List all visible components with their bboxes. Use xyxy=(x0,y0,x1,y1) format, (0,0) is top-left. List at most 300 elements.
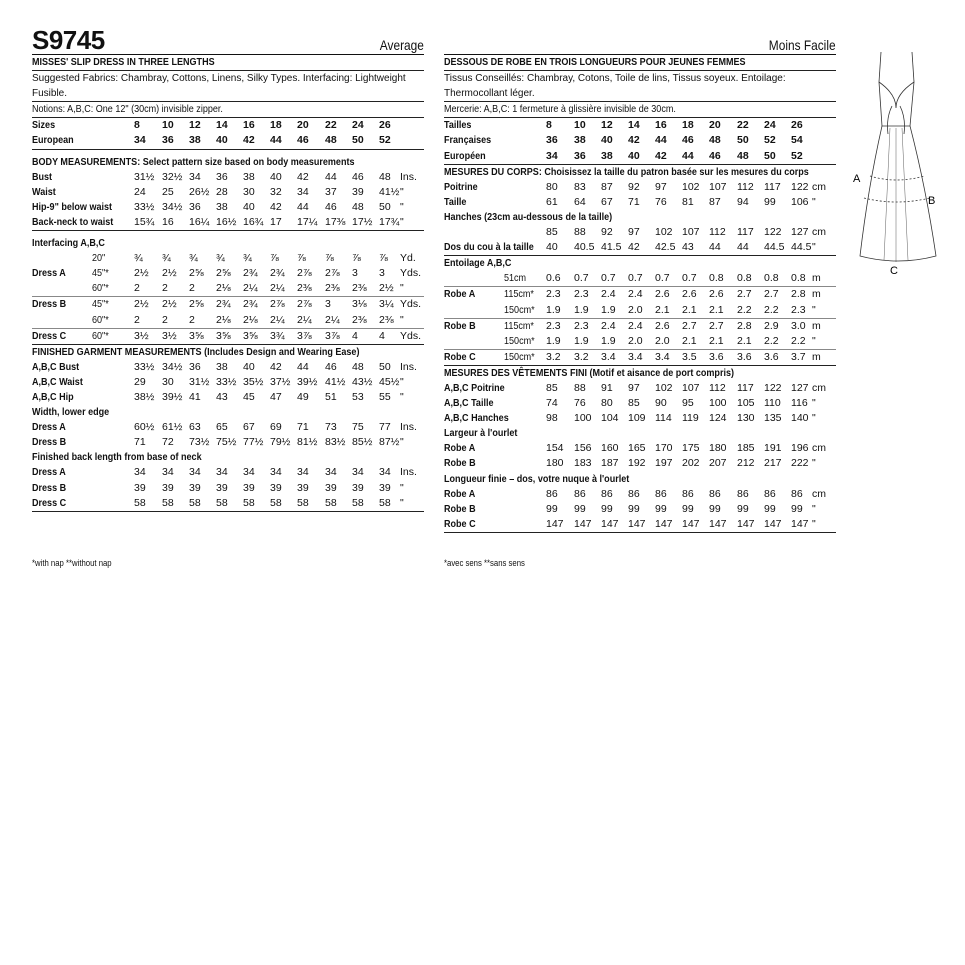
fabric-width: 51cm xyxy=(504,272,527,285)
row-label: Robe A xyxy=(444,487,476,500)
row-label: Robe C xyxy=(444,350,476,363)
cell-value: 44 xyxy=(297,360,309,373)
cell-value: 34 xyxy=(189,466,201,479)
finished-measurements-section xyxy=(32,345,424,512)
table-row xyxy=(444,487,836,502)
row-label: Dress A xyxy=(32,466,66,479)
cell-value: 44 xyxy=(655,134,667,147)
cell-value: 4 xyxy=(379,329,385,342)
cell-value: ¾ xyxy=(134,252,143,265)
cell-value: 46 xyxy=(682,134,694,147)
cell-value: 3⅞ xyxy=(325,329,340,342)
english-column xyxy=(32,26,424,512)
cell-value: 17⅜ xyxy=(325,215,346,228)
cell-value: 81 xyxy=(682,195,694,208)
unit-label: Ins. xyxy=(400,466,417,479)
french-finished-title: MESURES DES VÊTEMENTS FINI (Motif et aisance de port compris) xyxy=(444,366,735,379)
cell-value: 44 xyxy=(737,241,749,254)
cell-value: 3¼ xyxy=(379,298,394,311)
unit-label: Ins. xyxy=(400,421,417,434)
cell-value: 26½ xyxy=(189,185,210,198)
cell-value: 39 xyxy=(352,185,364,198)
cell-value: 2⅜ xyxy=(379,313,394,326)
cell-value: 3 xyxy=(352,267,358,280)
fabrics-text: Suggested Fabrics: Chambray, Cottons, Linens, Silky Types. Interfacing: Lightweight Fusible. xyxy=(32,73,406,100)
cell-value: 52 xyxy=(764,134,776,147)
row-label: Taille xyxy=(444,195,467,208)
cell-value: 34 xyxy=(243,466,255,479)
cell-value: 2.4 xyxy=(628,288,643,301)
cell-value: 14 xyxy=(216,119,228,132)
table-row xyxy=(444,411,836,426)
cell-value: 3.5 xyxy=(682,350,697,363)
cell-value: 4 xyxy=(352,329,358,342)
row-label: Dress B xyxy=(32,436,67,449)
cell-value: 41½ xyxy=(379,185,400,198)
cell-value: 40 xyxy=(546,241,558,254)
cell-value: 92 xyxy=(601,226,613,239)
cell-value: 48 xyxy=(379,170,391,183)
cell-value: 50 xyxy=(352,134,364,147)
cell-value: 2⅞ xyxy=(297,267,312,280)
unit-label: " xyxy=(400,375,404,388)
english-header xyxy=(32,26,424,55)
cell-value: 147 xyxy=(574,517,592,530)
cell-value: ⅞ xyxy=(379,252,388,265)
fabric-width: 150cm* xyxy=(504,334,535,347)
cell-value: 40.5 xyxy=(574,241,595,254)
cell-value: 2½ xyxy=(379,282,394,295)
cell-value: 39 xyxy=(379,481,391,494)
cell-value: 147 xyxy=(709,517,727,530)
cell-value: 71 xyxy=(628,195,640,208)
cell-value: 32 xyxy=(270,185,282,198)
cell-value: 183 xyxy=(574,457,592,470)
row-label: Dress B xyxy=(32,481,67,494)
french-footnote: *avec sens **sans sens xyxy=(444,558,525,568)
cell-value: 99 xyxy=(546,502,558,515)
row-label: Robe B xyxy=(444,319,476,332)
french-body-measurements-section xyxy=(444,165,836,257)
cell-value: 41 xyxy=(189,390,201,403)
cell-value: 24 xyxy=(352,119,364,132)
body-measurements-title: BODY MEASUREMENTS: Select pattern size based on body measurements xyxy=(32,155,355,168)
cell-value: 60½ xyxy=(134,421,155,434)
row-label: Robe A xyxy=(444,442,476,455)
table-row xyxy=(32,200,424,215)
unit-label: m xyxy=(812,288,821,301)
cell-value: 127 xyxy=(791,226,809,239)
cell-value: 87 xyxy=(601,180,613,193)
cell-value: 180 xyxy=(546,457,564,470)
cell-value: 1.9 xyxy=(601,303,616,316)
table-row xyxy=(32,390,424,405)
cell-value: 39 xyxy=(352,481,364,494)
cell-value: 38 xyxy=(574,134,586,147)
row-label: A,B,C Bust xyxy=(32,360,80,373)
cell-value: 94 xyxy=(737,195,749,208)
french-difficulty-label: Moins Facile xyxy=(769,37,836,53)
table-row xyxy=(32,375,424,390)
cell-value: 34½ xyxy=(162,200,183,213)
cell-value: 3.4 xyxy=(628,350,643,363)
cell-value: 38 xyxy=(243,170,255,183)
cell-value: 83½ xyxy=(325,436,346,449)
cell-value: 107 xyxy=(682,226,700,239)
cell-value: 99 xyxy=(655,502,667,515)
cell-value: 122 xyxy=(764,381,782,394)
cell-value: 75½ xyxy=(216,436,237,449)
cell-value: 0.7 xyxy=(628,272,643,285)
cell-value: 40 xyxy=(216,134,228,147)
cell-value: 117 xyxy=(737,226,754,239)
cell-value: 88 xyxy=(574,381,586,394)
length-title: Finished back length from base of neck xyxy=(32,451,202,464)
unit-label: " xyxy=(400,200,404,213)
cell-value: 147 xyxy=(628,517,646,530)
cell-value: 41.5 xyxy=(601,241,622,254)
cell-value: 67 xyxy=(243,421,255,434)
cell-value: 99 xyxy=(601,502,613,515)
cell-value: 86 xyxy=(682,487,694,500)
unit-label: " xyxy=(812,517,816,530)
cell-value: 122 xyxy=(791,180,809,193)
unit-label: " xyxy=(812,502,816,515)
cell-value: 34 xyxy=(546,149,558,162)
french-fr-sizes-row xyxy=(444,133,836,148)
french-body-title: MESURES DU CORPS: Choisissez la taille du patron basée sur les mesures du corps xyxy=(444,165,809,178)
body-measurements-section xyxy=(32,155,424,231)
cell-value: 3⅝ xyxy=(189,329,204,342)
cell-value: 99 xyxy=(628,502,640,515)
row-label: Dress A xyxy=(32,421,66,434)
cell-value: 0.7 xyxy=(655,272,670,285)
notions-section xyxy=(32,102,424,118)
cell-value: 100 xyxy=(709,397,727,410)
cell-value: 36 xyxy=(189,200,201,213)
french-width-title: Largeur à l'ourlet xyxy=(444,427,518,440)
view-b-label: B xyxy=(928,195,936,207)
row-label: Back-neck to waist xyxy=(32,215,114,228)
width-title: Width, lower edge xyxy=(32,406,110,419)
cell-value: 99 xyxy=(764,502,776,515)
cell-value: 86 xyxy=(546,487,558,500)
cell-value: 8 xyxy=(546,119,552,132)
cell-value: 16 xyxy=(655,119,667,132)
cell-value: 34 xyxy=(352,466,364,479)
cell-value: 34 xyxy=(216,466,228,479)
cell-value: 17¾ xyxy=(379,215,400,228)
european-sizes-row xyxy=(32,133,424,148)
cell-value: 44.5 xyxy=(791,241,812,254)
cell-value: 37 xyxy=(325,185,337,198)
cell-value: 2¼ xyxy=(270,313,285,326)
cell-value: 2.0 xyxy=(655,334,670,347)
cell-value: 42 xyxy=(243,134,255,147)
cell-value: 217 xyxy=(764,457,782,470)
cell-value: 3⅛ xyxy=(352,298,367,311)
cell-value: 58 xyxy=(243,496,255,509)
cell-value: 39 xyxy=(216,481,228,494)
cell-value: 48 xyxy=(352,200,364,213)
cell-value: 30 xyxy=(243,185,255,198)
cell-value: 40 xyxy=(601,134,613,147)
cell-value: 50 xyxy=(379,200,391,213)
cell-value: 87 xyxy=(709,195,721,208)
cell-value: 80 xyxy=(601,397,613,410)
cell-value: 114 xyxy=(655,412,672,425)
cell-value: 44 xyxy=(270,134,282,147)
cell-value: 2.4 xyxy=(601,319,616,332)
row-label: Européen xyxy=(444,149,486,162)
cell-value: 122 xyxy=(764,226,782,239)
row-label: A,B,C Waist xyxy=(32,375,83,388)
cell-value: 124 xyxy=(709,412,727,425)
table-row xyxy=(444,350,836,365)
cell-value: 34 xyxy=(297,466,309,479)
unit-label: m xyxy=(812,350,821,363)
cell-value: 3.2 xyxy=(574,350,589,363)
french-column xyxy=(444,26,836,533)
pattern-code: S9745 xyxy=(32,25,105,55)
cell-value: 74 xyxy=(546,397,558,410)
cell-value: 3⅝ xyxy=(216,329,231,342)
cell-value: 40 xyxy=(628,149,640,162)
cell-value: 18 xyxy=(270,119,282,132)
row-label: Waist xyxy=(32,185,56,198)
cell-value: 2.7 xyxy=(737,288,752,301)
row-label: Françaises xyxy=(444,134,492,147)
unit-label: " xyxy=(812,241,816,254)
cell-value: 2.2 xyxy=(764,334,779,347)
cell-value: 88 xyxy=(574,226,586,239)
cell-value: 3.7 xyxy=(791,350,806,363)
cell-value: 86 xyxy=(709,487,721,500)
cell-value: 2⅞ xyxy=(297,298,312,311)
cell-value: 1.9 xyxy=(546,303,561,316)
cell-value: ⅞ xyxy=(325,252,334,265)
cell-value: 43½ xyxy=(352,375,373,388)
cell-value: 2.7 xyxy=(764,288,779,301)
cell-value: 180 xyxy=(709,442,727,455)
cell-value: 77½ xyxy=(243,436,264,449)
table-row xyxy=(444,287,836,302)
cell-value: 99 xyxy=(682,502,694,515)
cell-value: 2 xyxy=(134,313,140,326)
cell-value: 16¼ xyxy=(189,215,210,228)
fabric-width: 115cm* xyxy=(504,319,534,332)
cell-value: 10 xyxy=(162,119,174,132)
row-label: European xyxy=(32,134,74,147)
unit-label: cm xyxy=(812,226,826,239)
fabric-width: 60"* xyxy=(92,282,109,295)
cell-value: 58 xyxy=(325,496,337,509)
cell-value: 127 xyxy=(791,381,809,394)
row-label: Hip-9" below waist xyxy=(32,200,113,213)
cell-value: 3.6 xyxy=(709,350,724,363)
cell-value: 104 xyxy=(601,412,619,425)
english-footnote: *with nap **without nap xyxy=(32,558,112,568)
table-row xyxy=(444,319,836,334)
cell-value: 140 xyxy=(791,412,809,425)
cell-value: 14 xyxy=(628,119,640,132)
cell-value: 3½ xyxy=(162,329,177,342)
cell-value: 67 xyxy=(601,195,613,208)
cell-value: 196 xyxy=(791,442,809,455)
cell-value: 2.1 xyxy=(682,334,697,347)
cell-value: 102 xyxy=(655,226,673,239)
cell-value: 24 xyxy=(134,185,146,198)
cell-value: 22 xyxy=(737,119,749,132)
french-notions-text: Mercerie: A,B,C: 1 fermeture à glissière invisible de 30cm. xyxy=(444,103,676,116)
cell-value: 2.6 xyxy=(655,288,670,301)
cell-value: 3.4 xyxy=(655,350,670,363)
cell-value: 191 xyxy=(764,442,782,455)
row-label: Tailles xyxy=(444,119,472,132)
dress-illustration xyxy=(848,48,948,280)
table-row xyxy=(444,271,836,287)
french-header xyxy=(444,26,836,55)
cell-value: 12 xyxy=(189,119,201,132)
cell-value: 97 xyxy=(628,226,640,239)
cell-value: 35½ xyxy=(243,375,264,388)
cell-value: 17 xyxy=(270,215,282,228)
cell-value: 24 xyxy=(764,119,776,132)
fabric-width: 150cm* xyxy=(504,303,535,316)
table-row xyxy=(444,195,836,210)
table-row xyxy=(32,215,424,230)
table-row xyxy=(444,502,836,517)
cell-value: 110 xyxy=(764,397,781,410)
row-label: Bust xyxy=(32,170,53,183)
cell-value: 61 xyxy=(546,195,558,208)
cell-value: 2.9 xyxy=(764,319,779,332)
cell-value: 36 xyxy=(189,360,201,373)
sizes-row xyxy=(32,118,424,133)
cell-value: 119 xyxy=(682,412,699,425)
cell-value: 26 xyxy=(379,119,391,132)
cell-value: 38 xyxy=(216,200,228,213)
cell-value: 36 xyxy=(162,134,174,147)
french-fabrics-section xyxy=(444,71,836,102)
cell-value: 20 xyxy=(297,119,309,132)
unit-label: " xyxy=(400,313,404,326)
cell-value: 85 xyxy=(628,397,640,410)
cell-value: 147 xyxy=(601,517,619,530)
cell-value: 79½ xyxy=(270,436,291,449)
cell-value: 2.2 xyxy=(791,334,806,347)
cell-value: 156 xyxy=(574,442,592,455)
cell-value: 87½ xyxy=(379,436,400,449)
french-eu-sizes-row xyxy=(444,149,836,164)
cell-value: 107 xyxy=(709,180,727,193)
cell-value: 1.9 xyxy=(574,334,589,347)
cell-value: 20 xyxy=(709,119,721,132)
unit-label: cm xyxy=(812,381,826,394)
notions-text: Notions: A,B,C: One 12" (30cm) invisible zipper. xyxy=(32,103,223,116)
cell-value: 34 xyxy=(162,466,174,479)
row-label: Robe B xyxy=(444,502,476,515)
cell-value: 102 xyxy=(655,381,673,394)
cell-value: 109 xyxy=(628,412,646,425)
cell-value: 86 xyxy=(764,487,776,500)
cell-value: 86 xyxy=(655,487,667,500)
cell-value: 116 xyxy=(791,397,808,410)
table-row xyxy=(32,281,424,297)
cell-value: 64 xyxy=(574,195,586,208)
cell-value: 2¾ xyxy=(216,298,231,311)
unit-label: " xyxy=(400,390,404,403)
fabric-width: 20" xyxy=(92,252,106,265)
cell-value: 49 xyxy=(297,390,309,403)
cell-value: 2.1 xyxy=(737,334,752,347)
cell-value: 97 xyxy=(628,381,640,394)
cell-value: 81½ xyxy=(297,436,318,449)
cell-value: 3.6 xyxy=(764,350,779,363)
cell-value: 147 xyxy=(737,517,755,530)
cell-value: 17¼ xyxy=(297,215,318,228)
cell-value: 48 xyxy=(709,134,721,147)
cell-value: 10 xyxy=(574,119,586,132)
cell-value: 2⅜ xyxy=(352,313,367,326)
cell-value: 106 xyxy=(791,195,809,208)
cell-value: 34 xyxy=(379,466,391,479)
fabric-width: 45"* xyxy=(92,267,109,280)
cell-value: 2.6 xyxy=(655,319,670,332)
cell-value: 50 xyxy=(379,360,391,373)
table-row xyxy=(444,396,836,411)
cell-value: 3.0 xyxy=(791,319,806,332)
cell-value: 44 xyxy=(709,241,721,254)
cell-value: 2¾ xyxy=(243,298,258,311)
cell-value: 42 xyxy=(270,360,282,373)
cell-value: 3½ xyxy=(134,329,149,342)
cell-value: 45½ xyxy=(379,375,400,388)
french-title-section xyxy=(444,55,836,71)
cell-value: 130 xyxy=(737,412,755,425)
cell-value: 175 xyxy=(682,442,700,455)
table-row xyxy=(32,297,424,312)
cell-value: 3 xyxy=(379,267,385,280)
cell-value: 2¼ xyxy=(270,282,285,295)
french-fabrics-text: Tissus Conseillés: Chambray, Cotons, Toile de lins, Tissus soyeux. Entoilage: Thermocollant léger. xyxy=(444,73,786,100)
cell-value: 2½ xyxy=(134,267,149,280)
cell-value: 90 xyxy=(655,397,667,410)
cell-value: 2.3 xyxy=(546,288,561,301)
table-row xyxy=(32,435,424,450)
cell-value: 2 xyxy=(134,282,140,295)
cell-value: 105 xyxy=(737,397,755,410)
unit-label: cm xyxy=(812,487,826,500)
row-label: A,B,C Poitrine xyxy=(444,381,505,394)
cell-value: 39 xyxy=(189,481,201,494)
cell-value: 98 xyxy=(546,412,558,425)
cell-value: 36 xyxy=(574,149,586,162)
cell-value: 44 xyxy=(297,200,309,213)
cell-value: 2⅛ xyxy=(216,313,231,326)
cell-value: 147 xyxy=(546,517,564,530)
cell-value: 202 xyxy=(682,457,700,470)
cell-value: 39 xyxy=(243,481,255,494)
cell-value: 2⅝ xyxy=(216,267,231,280)
cell-value: 2.1 xyxy=(682,303,697,316)
cell-value: 12 xyxy=(601,119,613,132)
cell-value: 42 xyxy=(628,134,640,147)
cell-value: 99 xyxy=(574,502,586,515)
cell-value: 34 xyxy=(297,185,309,198)
cell-value: 34 xyxy=(325,466,337,479)
fabric-width: 60"* xyxy=(92,313,109,326)
